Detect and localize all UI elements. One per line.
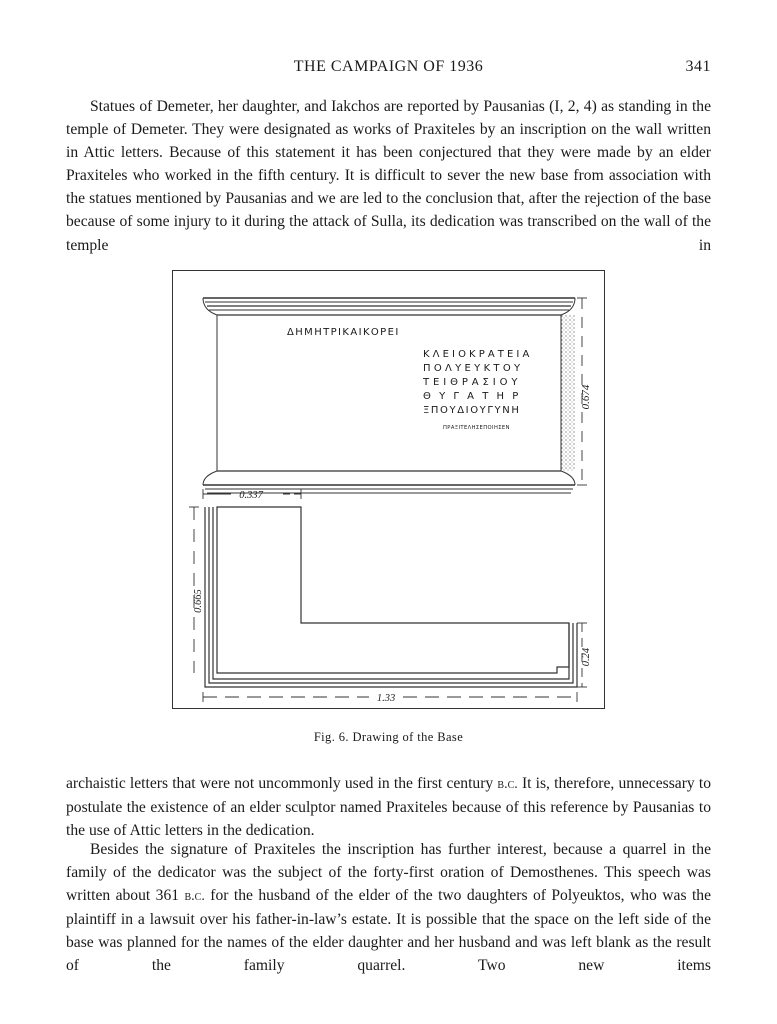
paragraph-archaistic-start: archaistic letters that were not uncommonly used in the first century: [66, 775, 498, 792]
bc-abbrev-1: b.c.: [497, 776, 518, 792]
inscription-line-1: ΔΗΜΗΤΡΙΚΑΙΚΟΡΕΙ: [287, 327, 400, 338]
inscription-signature: ΠΡΑΞΙΤΕΛΗΣΕΠΟΙΗΣΕΝ: [443, 425, 510, 431]
paragraph-demosthenes: [66, 838, 711, 978]
top-width-label: 0.337: [239, 490, 263, 501]
running-title: THE CAMPAIGN OF 1936: [293, 58, 484, 75]
paragraph-statues: [66, 95, 711, 257]
height-dimension-label: 0.674: [580, 384, 592, 410]
inscription-line-3: ΠΟΛΥΕΥΚΤΟΥ: [423, 363, 524, 374]
depth-dimension-label: 0.665: [193, 589, 204, 613]
inscription-line-6: ΞΠΟΥΔΙΟΥΓΥΝΗ: [423, 405, 521, 416]
inscription-line-5: ΘΥΓΑΤΗΡ: [423, 391, 527, 402]
base-drawing-svg: [173, 271, 606, 710]
running-header: [66, 58, 711, 82]
length-label: 1.33: [376, 693, 396, 704]
figure-caption: Fig. 6. Drawing of the Base: [313, 730, 464, 744]
paragraph-statues-text: Statues of Demeter, her daughter, and Iakchos are reported by Pausanias (I, 2, 4) as standing in the temple of Demeter. They were designated as works of Praxiteles by an inscription on the wall written in Attic letters. Because of this statement it has been conjectured that they were made by an elder Praxiteles who worked in the fifth century. It is difficult to sever the new base from association with the statues mentioned by Pausanias and we are led to the conclusion that, after the rejection of the base because of some injury to it during the attack of Sulla, its dedication was transcribed on the wall of the temple in: [66, 98, 711, 254]
paragraph-demosthenes-start: Besides the signature of Praxiteles the inscription has further interest, because a quarrel in the family of the dedicator was the subject of the forty-first oration of Demosthenes. This speech was written about 361: [66, 841, 711, 905]
paragraph-archaistic: [66, 772, 711, 842]
page-number: 341: [685, 58, 711, 75]
step-depth-label: 0.24: [581, 647, 592, 667]
inscription-line-4: ΤΕΙΘΡΑΣΙΟΥ: [423, 377, 522, 388]
paragraph-demosthenes-end: for the husband of the elder of the two daughters of Polyeuktos, who was the plaintiff in a lawsuit over his father-in-law’s estate. It is possible that the space on the left side of the base was planned for the names of the elder daughter and her husband and was left blank as the result of the family quarrel. Two new items: [66, 887, 711, 975]
paragraph-archaistic-end: It is, therefore, unnecessary to postulate the existence of an elder sculptor named Praxiteles because of this reference by Pausanias to the use of Attic letters in the dedication.: [66, 775, 712, 840]
inscription: [287, 327, 532, 431]
plan-view: [205, 507, 577, 687]
inscription-line-2: ΚΛΕΙΟΚΡΑΤΕΙΑ: [423, 349, 533, 360]
figure-base-drawing: [172, 270, 605, 709]
bc-abbrev-2: b.c.: [184, 888, 205, 905]
